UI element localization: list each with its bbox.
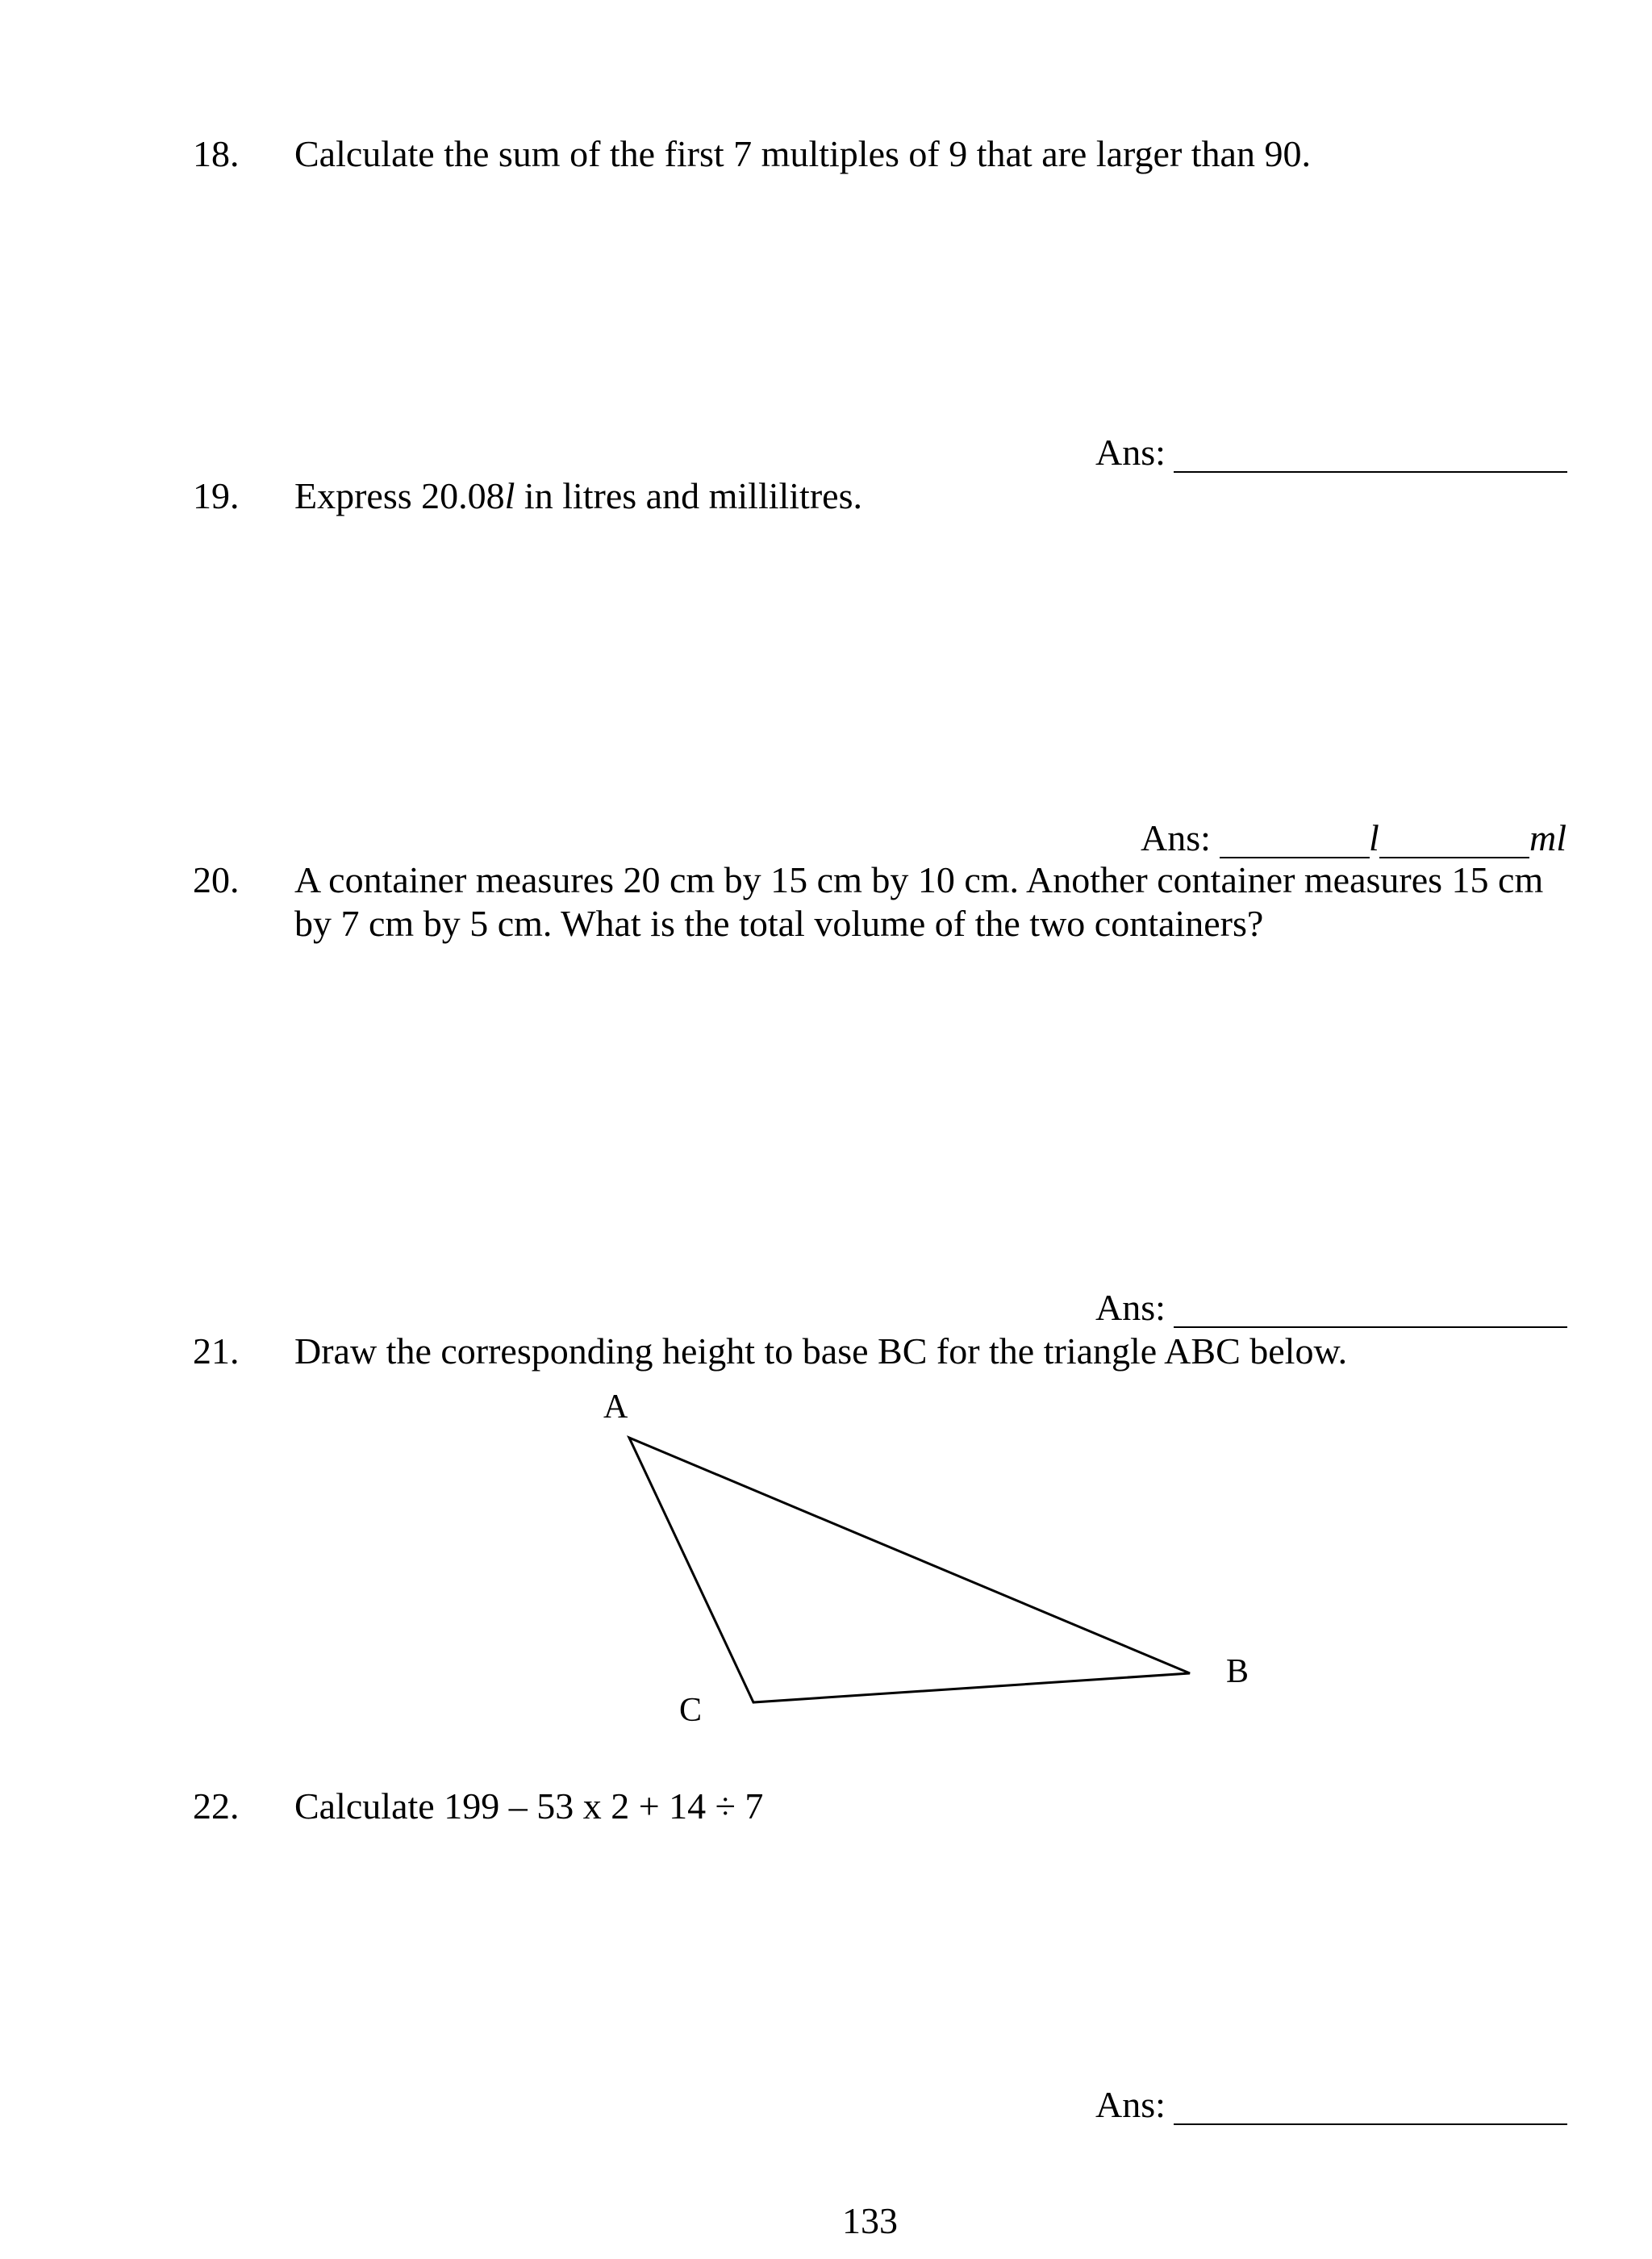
question-19-litres-unit: l bbox=[1369, 817, 1379, 858]
triangle-abc bbox=[629, 1438, 1190, 1702]
question-22-ans-label: Ans: bbox=[1095, 2084, 1166, 2125]
question-20-number: 20. bbox=[193, 859, 240, 900]
question-19-millilitres-unit: ml bbox=[1529, 817, 1566, 858]
question-18-text: Calculate the sum of the first 7 multiples of 9 that are larger than 90. bbox=[294, 133, 1311, 174]
question-18-ans-label: Ans: bbox=[1095, 432, 1166, 473]
question-19-number: 19. bbox=[193, 475, 240, 516]
page-number: 133 bbox=[842, 2200, 898, 2241]
question-22-answer-line[interactable] bbox=[1174, 2123, 1567, 2125]
question-19-ans-label: Ans: bbox=[1141, 817, 1211, 858]
point-a-label: A bbox=[603, 1388, 628, 1426]
question-21-text: Draw the corresponding height to base BC for the triangle ABC below. bbox=[294, 1330, 1348, 1372]
question-18-number: 18. bbox=[193, 133, 240, 174]
question-19-text: Express 20.08l in litres and millilitres. bbox=[294, 475, 862, 516]
question-20-text-line2: by 7 cm by 5 cm. What is the total volume of the two containers? bbox=[294, 903, 1264, 944]
point-c-label: C bbox=[679, 1692, 703, 1729]
question-20-ans-label: Ans: bbox=[1095, 1287, 1166, 1328]
point-b-label: B bbox=[1226, 1653, 1249, 1690]
question-21-number: 21. bbox=[193, 1330, 240, 1372]
question-22-number: 22. bbox=[193, 1785, 240, 1827]
question-22-text: Calculate 199 – 53 x 2 + 14 ÷ 7 bbox=[294, 1785, 764, 1827]
question-20-text-line1: A container measures 20 cm by 15 cm by 10 cm. Another container measures 15 cm bbox=[294, 859, 1544, 900]
